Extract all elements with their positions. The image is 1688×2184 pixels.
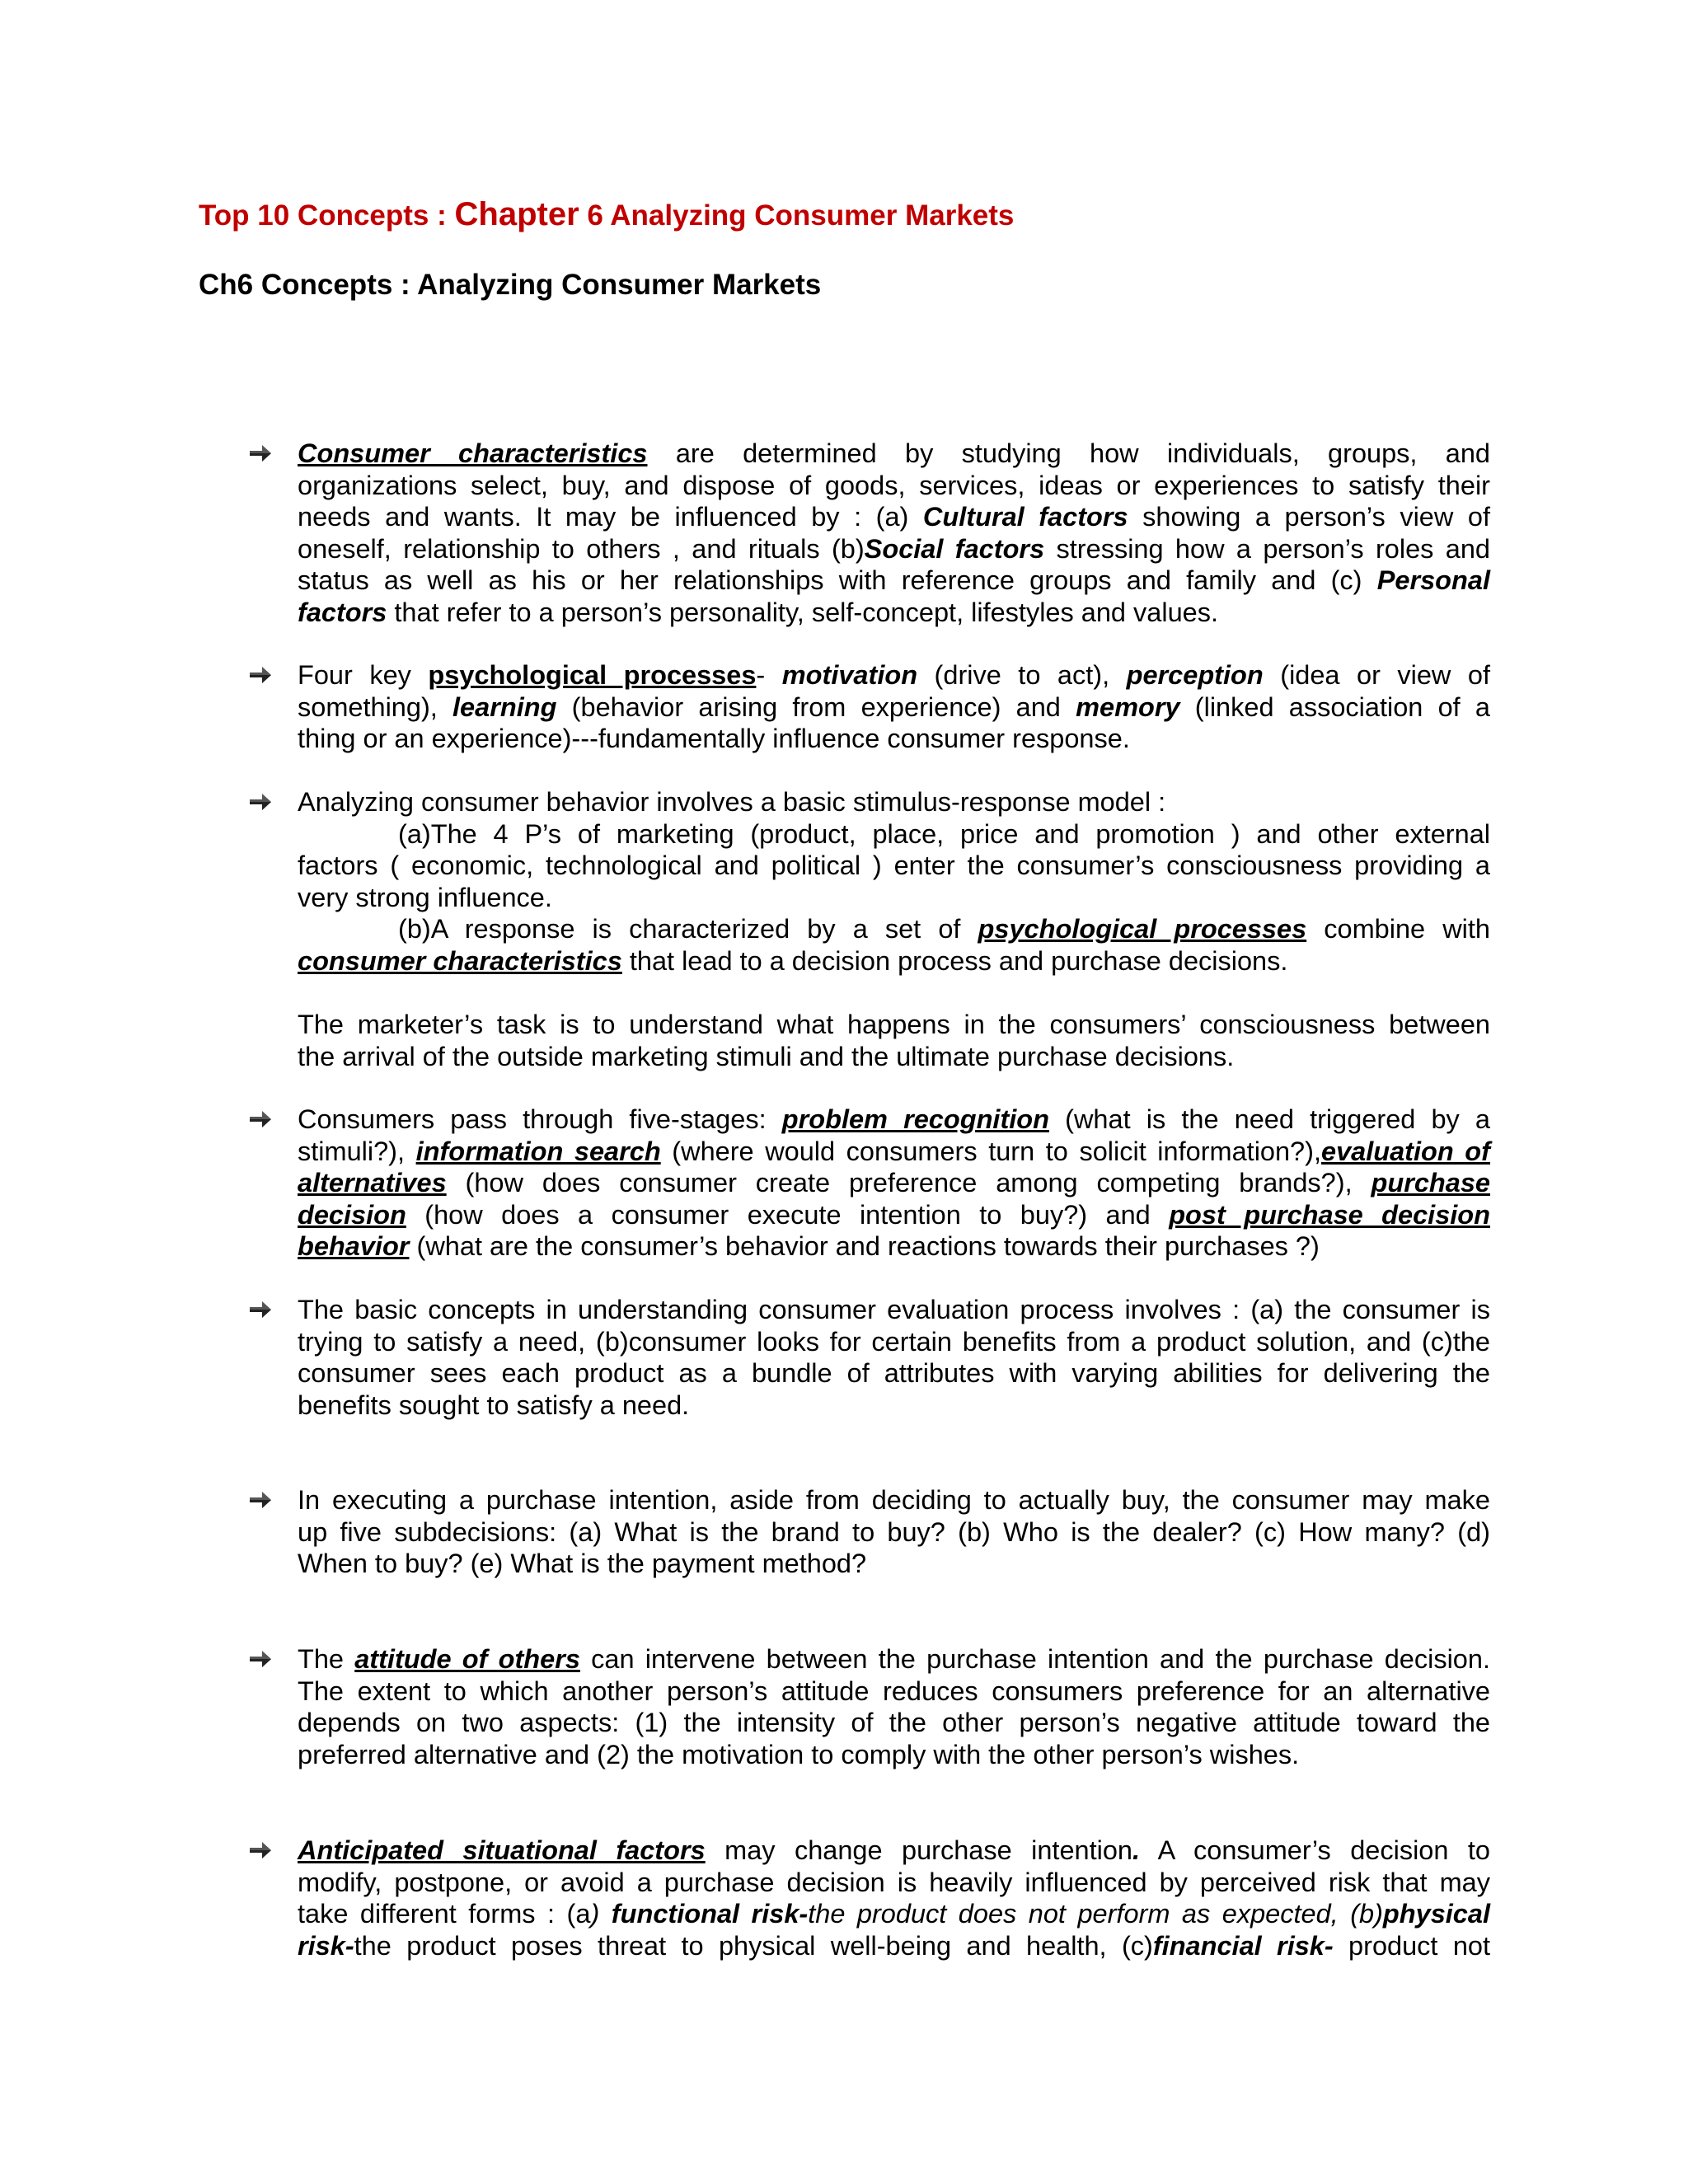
page-subtitle: Ch6 Concepts : Analyzing Consumer Markets <box>199 269 822 301</box>
bullet-text: Consumers pass through five-stages: problem recognition (what is the need triggered by a stimuli?), information search (where would consumers turn to solicit information?),evaluation of alternatives (how does consumer create preference among competing brands?), purchase decision (how does a consumer execute intention to buy?) and post purchase decision behavior (what are the consumer’s behavior and reactions towards their purchases ?) <box>298 1104 1490 1262</box>
title-chapter: Chapter <box>454 196 579 232</box>
bullet-text: The attitude of others can intervene between the purchase intention and the purchase decision. The extent to which another person’s attitude reduces consumers preference for an alternative depends on two aspects: (1) the intensity of the other person’s negative attitude toward the preferred alternative and (2) the motivation to comply with the other person’s wishes. <box>298 1644 1490 1769</box>
arrow-bullet-icon <box>248 1648 273 1670</box>
arrow-bullet-icon <box>248 1489 273 1511</box>
bullet-text: Anticipated situational factors may change purchase intention. A consumer’s decision to modify, postpone, or avoid a purchase decision is heavily influenced by perceived risk that may take different forms : (a) functional risk-the product does not perform as expected, (b)physical risk-the product poses threat to physical well-being and health, (c)financial risk- product not <box>298 1835 1490 1961</box>
arrow-bullet-icon <box>248 1299 273 1320</box>
arrow-bullet-icon <box>248 443 273 464</box>
bullet-text: Consumer characteristics are determined by studying how individuals, groups, and organizations select, buy, and dispose of goods, services, ideas or experiences to satisfy their needs and wants. It may be influenced by : (a) Cultural factors showing a person’s view of oneself, relationship to others , and rituals (b)Social factors stressing how a person’s roles and status as well as his or her relationships with reference groups and family and (c) Personal factors that refer to a person’s personality, self-concept, lifestyles and values. <box>298 438 1490 627</box>
bullet-text: In executing a purchase intention, aside from deciding to actually buy, the consumer may make up five subdecisions: (a) What is the brand to buy? (b) Who is the dealer? (c) How many? (d) When to buy? (e) What is the payment method? <box>298 1485 1490 1579</box>
arrow-bullet-icon <box>248 664 273 686</box>
arrow-bullet-icon <box>248 1840 273 1861</box>
bullet-text: The basic concepts in understanding consumer evaluation process involves : (a) the consumer is trying to satisfy a need, (b)consumer looks for certain benefits from a product solution, and (c)the consumer sees each product as a bundle of attributes with varying abilities for delivering the benefits sought to satisfy a need. <box>298 1295 1490 1420</box>
arrow-bullet-icon <box>248 791 273 813</box>
arrow-bullet-icon <box>248 1108 273 1130</box>
page-title <box>199 196 1014 233</box>
bullet-text: Four key psychological processes- motivation (drive to act), perception (idea or view of something), learning (behavior arising from experience) and memory (linked association of a thing or an experience)---fundamentally influence consumer response. <box>298 660 1490 754</box>
title-rest: 6 Analyzing Consumer Markets <box>579 199 1015 232</box>
bullet-text: Analyzing consumer behavior involves a basic stimulus-response model : (a)The 4 P’s of marketing (product, place, price and promotion ) and other external factors ( economic, technological and political ) enter the consumer’s consciousness providing a very strong influence. (b)A response is characterized by a set of psychological processes combine with consumer characteristics that lead to a decision process and purchase decisions. The marketer’s task is to understand what happens in the consumers’ consciousness between the arrival of the outside marketing stimuli and the ultimate purchase decisions. <box>298 787 1491 1071</box>
title-prefix: Top 10 Concepts : <box>199 199 455 232</box>
